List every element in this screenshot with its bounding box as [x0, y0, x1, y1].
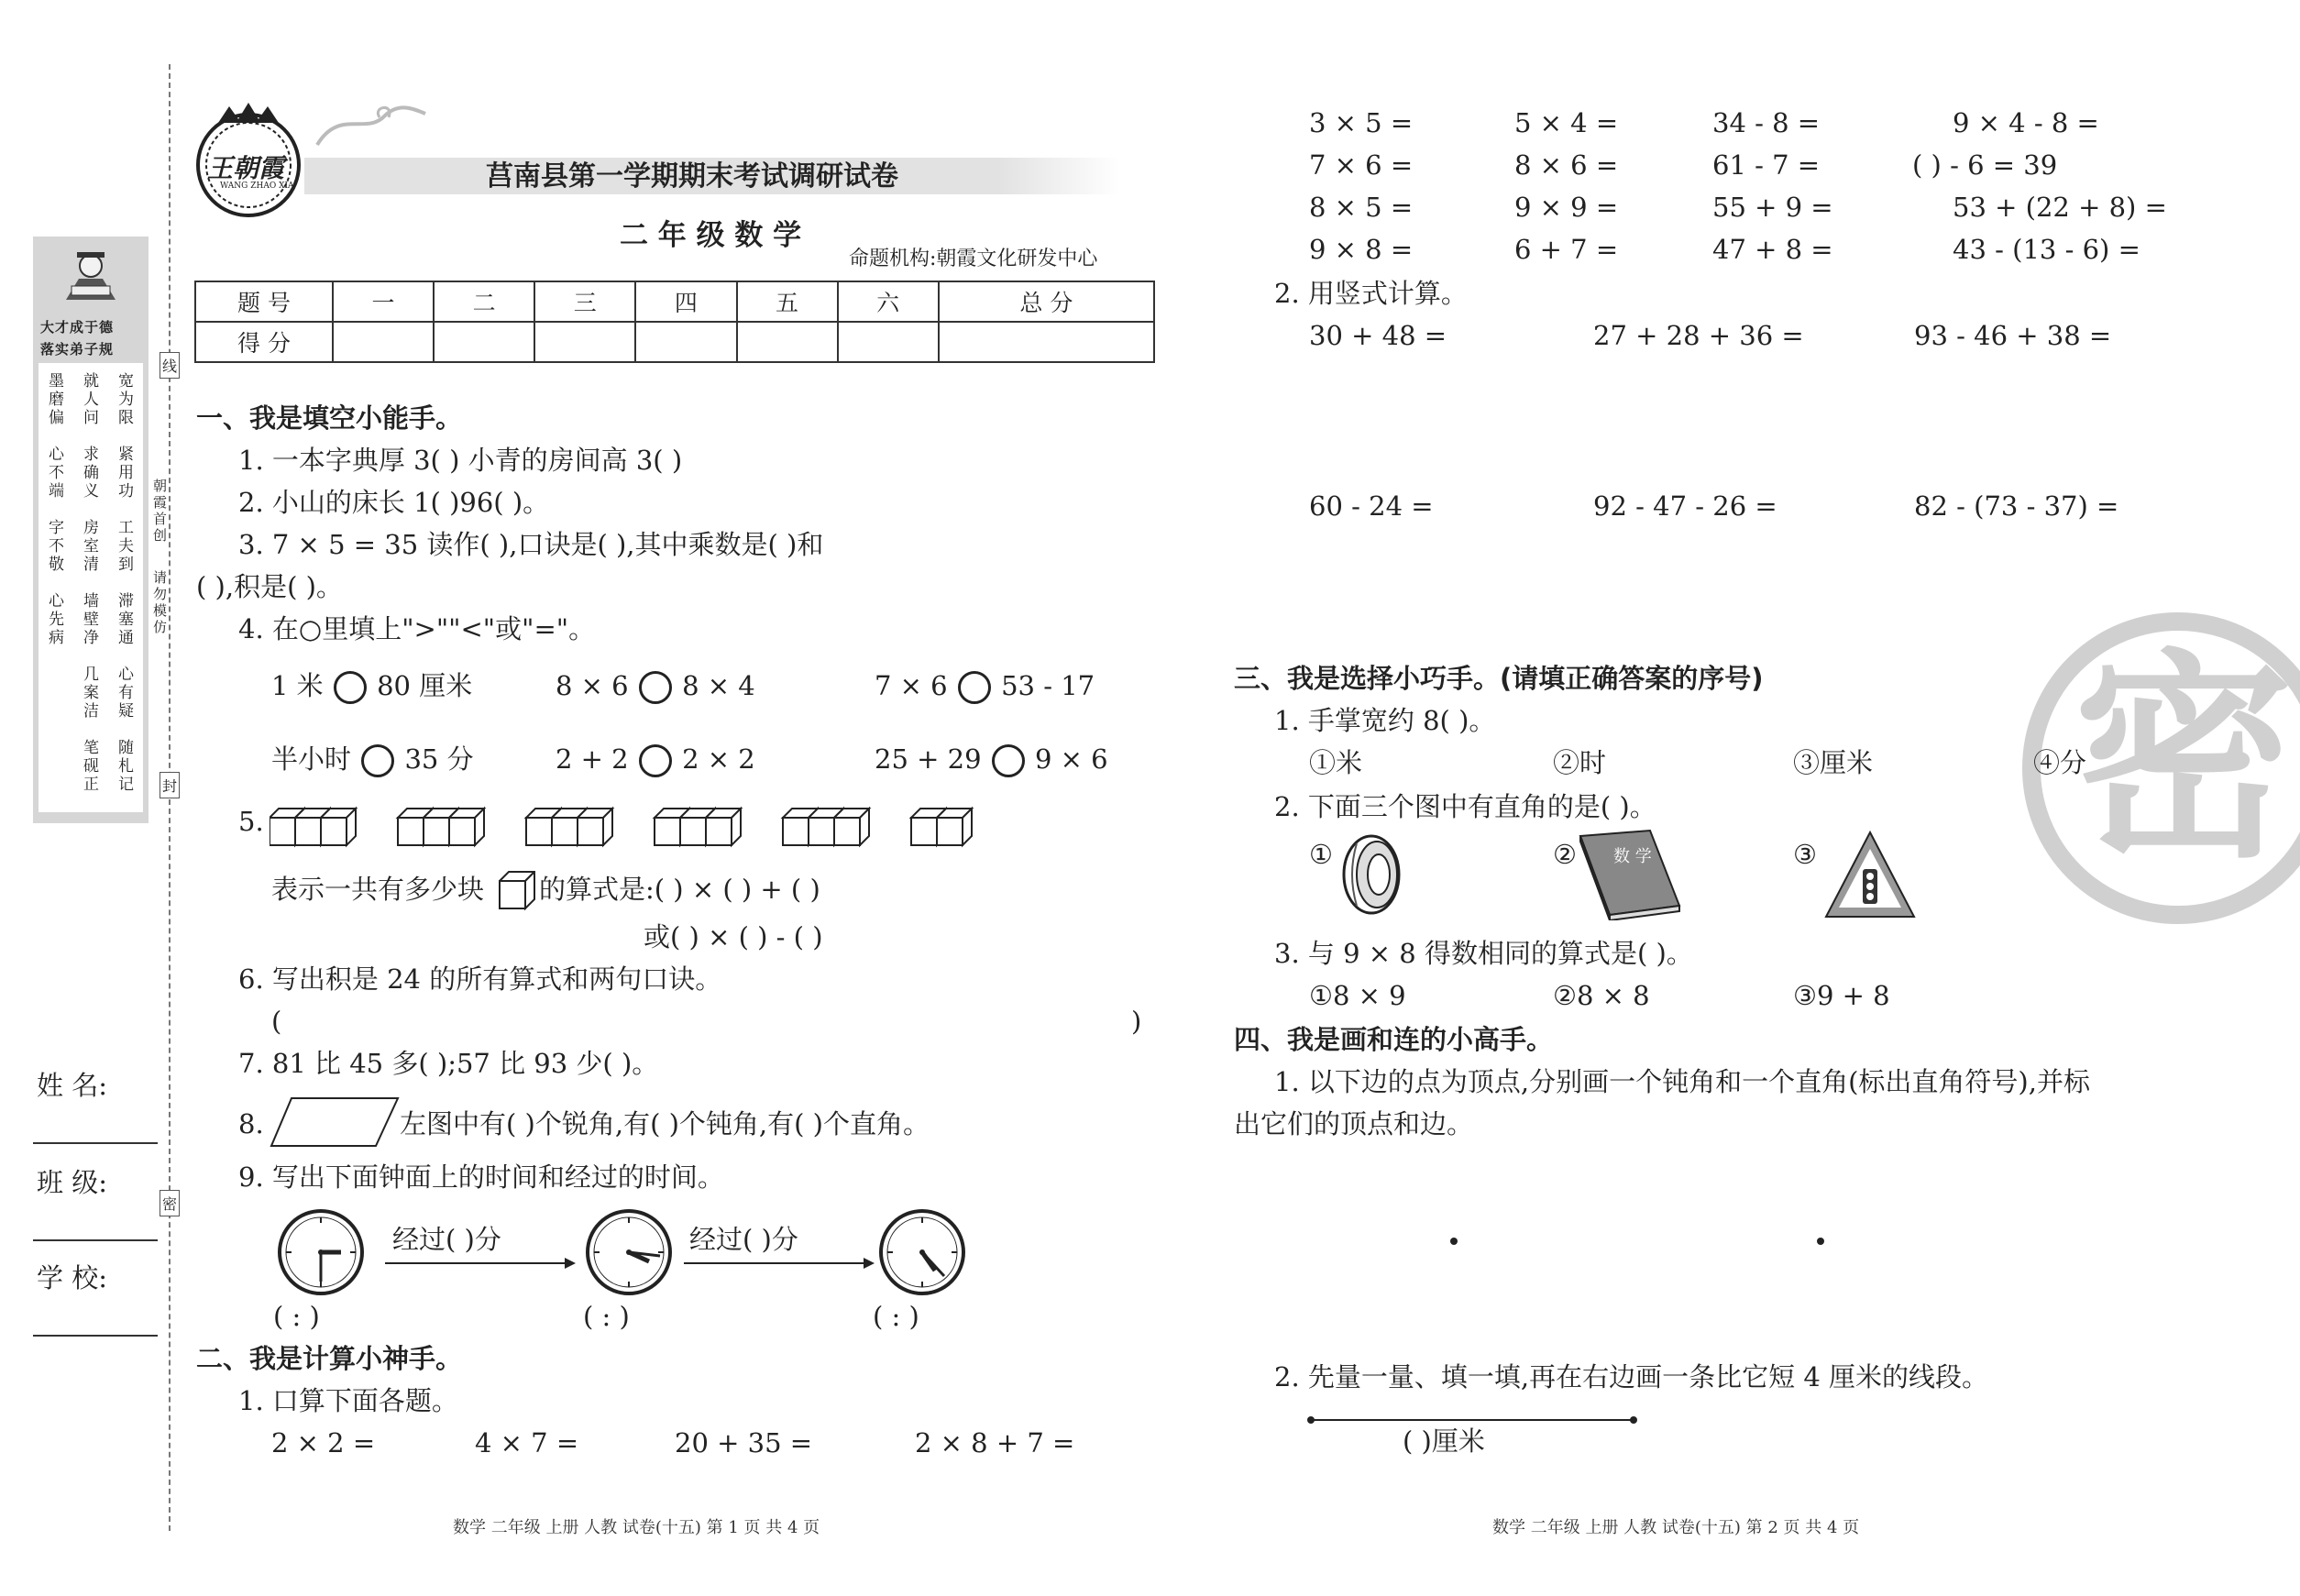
compare-left: 半小时 [271, 743, 352, 775]
score-header-cell: 二 [434, 281, 534, 322]
compare-circle[interactable] [361, 744, 394, 777]
oral-calc: 55 + 9 = [1712, 192, 1833, 223]
oral-calc: 61 - 7 = [1712, 149, 1821, 181]
name-label: 姓 名: [37, 1070, 107, 1101]
q3-3-option: ②8 × 8 [1553, 980, 1650, 1011]
q1-6-right-paren: ) [1131, 1006, 1142, 1037]
sidebar-col: 工夫到 [115, 519, 133, 574]
compare-item [875, 671, 1095, 704]
oral-calc: 9 × 4 - 8 = [1953, 107, 2099, 138]
score-table [194, 281, 1155, 363]
oral-calc: 53 + (22 + 8) = [1953, 192, 2167, 223]
compare-left: 8 × 6 [556, 670, 629, 701]
q3-2-option: ① [1309, 839, 1333, 870]
q1-3b: ( ),积是( )。 [196, 571, 343, 602]
q1-1: 1. 一本字典厚 3( ) 小青的房间高 3( ) [238, 445, 683, 476]
compare-left: 7 × 6 [875, 670, 948, 701]
vertical-calc: 92 - 47 - 26 = [1593, 490, 1777, 522]
score-label-cell: 得 分 [195, 322, 333, 362]
q1-5-number: 5. [238, 806, 264, 837]
compare-item [875, 744, 1108, 777]
school-label: 学 校: [37, 1262, 107, 1293]
sidebar-motto-1: 大才成于德 [40, 319, 115, 336]
oral-calc: 7 × 6 = [1309, 149, 1414, 181]
compare-item [556, 744, 755, 777]
binding-mark-seal: 封 [160, 772, 180, 798]
score-table-row [195, 281, 1154, 322]
score-table-row [195, 322, 1154, 362]
compare-item [271, 671, 472, 704]
compare-circle[interactable] [639, 671, 672, 704]
sidebar-col: 笔砚正 [80, 739, 98, 794]
compare-circle[interactable] [958, 671, 991, 704]
school-field[interactable] [33, 1335, 158, 1337]
sidebar-col: 字不敬 [45, 519, 63, 574]
score-header-cell: 三 [534, 281, 635, 322]
q1-6: 6. 写出积是 24 的所有算式和两句口诀。 [238, 963, 722, 995]
arrow-1 [385, 1256, 578, 1271]
elapsed-label-2: 经过( )分 [689, 1224, 798, 1255]
q1-3a: 3. 7 × 5 = 35 读作( ),口诀是( ),其中乘数是( )和 [238, 529, 824, 560]
score-cell[interactable] [939, 322, 1154, 362]
q3-1-option: ④分 [2033, 747, 2087, 778]
score-cell[interactable] [838, 322, 939, 362]
section-2-title: 二、我是计算小神手。 [196, 1343, 463, 1374]
cube-groups [270, 796, 1012, 860]
sidebar-motto-box [33, 237, 149, 823]
q2-2: 2. 用竖式计算。 [1274, 278, 1468, 309]
tire-icon [1335, 829, 1404, 917]
oral-calc: 43 - (13 - 6) = [1953, 234, 2140, 265]
brand-subtitle: WANG ZHAO XIA [220, 182, 294, 191]
side-note-2: 请勿模仿 [151, 570, 168, 636]
clock-face-1 [277, 1208, 365, 1296]
score-cell[interactable] [434, 322, 534, 362]
q4-1b: 出它们的顶点和边。 [1234, 1108, 1474, 1139]
sidebar-col: 几案洁 [80, 666, 98, 721]
oral-calc: 6 + 7 = [1514, 234, 1619, 265]
binding-mark-line: 线 [160, 352, 180, 379]
elapsed-label-1: 经过( )分 [392, 1224, 501, 1255]
score-header-cell: 五 [737, 281, 838, 322]
brand-logo [182, 101, 315, 220]
sidebar-col: 心不端 [45, 446, 63, 501]
q4-2: 2. 先量一量、填一填,再在右边画一条比它短 4 厘米的线段。 [1274, 1361, 1988, 1392]
side-note-1: 朝霞首创 [151, 479, 168, 545]
q1-9: 9. 写出下面钟面上的时间和经过的时间。 [238, 1161, 724, 1193]
q1-8-number: 8. [238, 1108, 264, 1139]
score-cell[interactable] [534, 322, 635, 362]
compare-item [556, 671, 755, 704]
sidebar-col: 心有疑 [115, 666, 133, 721]
traffic-sign-icon [1822, 829, 1918, 920]
scholar-figure-icon [59, 249, 123, 304]
time-answer-2[interactable]: ( : ) [583, 1301, 630, 1332]
compare-right: 80 厘米 [377, 670, 473, 701]
q1-5b: 的算式是:( ) × ( ) + ( ) [539, 874, 820, 905]
oral-calc: 9 × 8 = [1309, 234, 1414, 265]
q3-1-option: ③厘米 [1793, 747, 1874, 778]
vertical-calc: 60 - 24 = [1309, 490, 1434, 522]
vertex-dot[interactable] [1817, 1238, 1824, 1245]
q3-2: 2. 下面三个图中有直角的是( )。 [1274, 791, 1656, 822]
sidebar-motto-2: 落实弟子规 [40, 341, 115, 358]
sidebar-col: 墙壁净 [80, 592, 98, 647]
arrow-2 [684, 1256, 876, 1271]
q1-4: 4. 在○里填上">""<"或"="。 [238, 613, 596, 644]
vertical-calc: 30 + 48 = [1309, 320, 1447, 351]
section-3-title: 三、我是选择小巧手。(请填正确答案的序号) [1234, 663, 1764, 694]
score-cell[interactable] [333, 322, 434, 362]
q3-1: 1. 手掌宽约 8( )。 [1274, 705, 1496, 736]
compare-item [271, 744, 474, 777]
q1-6-left-paren: ( [271, 1006, 282, 1037]
compare-right: 2 × 2 [682, 743, 755, 775]
oral-calc: 8 × 6 = [1514, 149, 1619, 181]
oral-calc: 5 × 4 = [1514, 107, 1619, 138]
brand-name: 王朝霞 [207, 153, 285, 183]
score-cell[interactable] [737, 322, 838, 362]
sidebar-col: 求确义 [80, 446, 98, 501]
sidebar-col: 随札记 [115, 739, 133, 794]
q1-5c: 或( ) × ( ) - ( ) [644, 921, 823, 952]
ribbon-icon [312, 99, 431, 154]
q3-1-option: ②时 [1553, 747, 1607, 778]
sidebar-col: 就人问 [80, 372, 98, 427]
score-header-cell: 四 [635, 281, 736, 322]
measure-segment [1305, 1412, 1639, 1423]
sidebar-col: 心先病 [45, 592, 63, 647]
parallelogram-figure [270, 1096, 400, 1148]
score-header-cell: 六 [838, 281, 939, 322]
score-cell[interactable] [635, 322, 736, 362]
vertex-dot[interactable] [1450, 1238, 1458, 1245]
oral-calc: 8 × 5 = [1309, 192, 1414, 223]
oral-calc: 4 × 7 = [475, 1427, 579, 1458]
segment-length-answer[interactable]: ( )厘米 [1403, 1425, 1485, 1457]
compare-right: 53 - 17 [1001, 670, 1095, 701]
score-header-cell: 一 [333, 281, 434, 322]
oral-calc: 34 - 8 = [1712, 107, 1821, 138]
compare-circle[interactable] [334, 671, 367, 704]
exam-subtitle: 二 年 级 数 学 [620, 219, 802, 252]
q3-1-option: ①米 [1309, 747, 1363, 778]
binding-mark-secret: 密 [160, 1190, 180, 1216]
clock-face-3 [878, 1208, 966, 1296]
compare-circle[interactable] [639, 744, 672, 777]
oral-calc: 20 + 35 = [675, 1427, 813, 1458]
sidebar-col: 紧用功 [115, 446, 133, 501]
oral-calc: ( ) - 6 = 39 [1912, 149, 2058, 181]
class-field[interactable] [33, 1239, 158, 1241]
q1-2: 2. 小山的床长 1( )96( )。 [238, 487, 550, 518]
oral-calc: 2 × 2 = [271, 1427, 376, 1458]
score-header-cell: 总 分 [939, 281, 1154, 322]
secret-stamp-text: 密 [2074, 631, 2294, 887]
q1-5a: 表示一共有多少块 [271, 874, 485, 905]
math-book-label: 数 学 [1613, 847, 1652, 866]
section-4-title: 四、我是画和连的小高手。 [1234, 1024, 1554, 1055]
compare-right: 8 × 4 [682, 670, 755, 701]
vertical-calc: 93 - 46 + 38 = [1914, 320, 2112, 351]
q3-2-option: ③ [1793, 839, 1817, 870]
q3-3-option: ③9 + 8 [1793, 980, 1890, 1011]
q1-7: 7. 81 比 45 多( );57 比 93 少( )。 [238, 1048, 659, 1079]
q3-3-option: ①8 × 9 [1309, 980, 1406, 1011]
footer-left: 数学 二年级 上册 人教 试卷(十五) 第 1 页 共 4 页 [453, 1518, 820, 1537]
sidebar-col: 墨磨偏 [45, 372, 63, 427]
time-answer-3[interactable]: ( : ) [873, 1301, 919, 1332]
oral-calc: 2 × 8 + 7 = [915, 1427, 1075, 1458]
single-cube-icon [499, 871, 535, 911]
compare-left: 1 米 [271, 670, 324, 701]
q3-2-option: ② [1553, 839, 1577, 870]
clock-face-2 [585, 1208, 673, 1296]
q3-3: 3. 与 9 × 8 得数相同的算式是( )。 [1274, 938, 1693, 969]
compare-left: 25 + 29 [875, 743, 982, 775]
oral-calc: 9 × 9 = [1514, 192, 1619, 223]
compare-circle[interactable] [992, 744, 1025, 777]
compare-right: 35 分 [404, 743, 474, 775]
compare-left: 2 + 2 [556, 743, 629, 775]
class-label: 班 级: [37, 1167, 107, 1198]
q4-1a: 1. 以下边的点为顶点,分别画一个钝角和一个直角(标出直角符号),并标 [1274, 1066, 2090, 1097]
name-field[interactable] [33, 1142, 158, 1144]
q2-1: 1. 口算下面各题。 [238, 1385, 458, 1416]
section-1-title: 一、我是填空小能手。 [196, 402, 463, 434]
sidebar-col: 房室清 [80, 519, 98, 574]
oral-calc: 47 + 8 = [1712, 234, 1833, 265]
time-answer-1[interactable]: ( : ) [273, 1301, 320, 1332]
vertical-calc: 27 + 28 + 36 = [1593, 320, 1804, 351]
vertical-calc: 82 - (73 - 37) = [1914, 490, 2119, 522]
oral-calc: 3 × 5 = [1309, 107, 1414, 138]
exam-org: 命题机构:朝霞文化研发中心 [849, 248, 1098, 270]
math-book-icon [1577, 829, 1683, 920]
exam-title: 莒南县第一学期期末考试调研试卷 [486, 160, 898, 193]
sidebar-col: 滞塞通 [115, 592, 133, 647]
score-header-cell: 题 号 [195, 281, 333, 322]
footer-right: 数学 二年级 上册 人教 试卷(十五) 第 2 页 共 4 页 [1492, 1518, 1860, 1537]
sidebar-col: 宽为限 [115, 372, 133, 427]
q1-8: 左图中有( )个锐角,有( )个钝角,有( )个直角。 [400, 1108, 930, 1139]
compare-right: 9 × 6 [1034, 743, 1108, 775]
